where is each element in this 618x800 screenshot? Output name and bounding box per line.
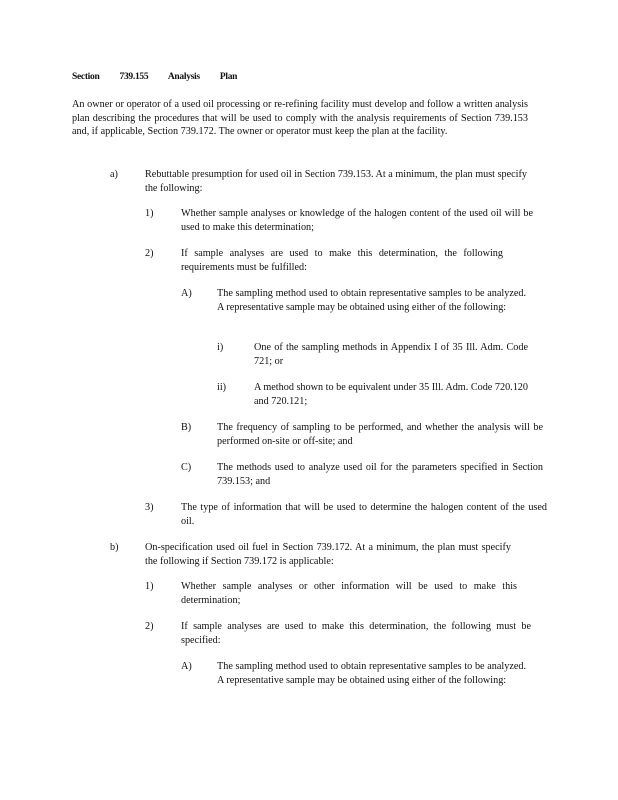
item-a2B-text: The frequency of sampling to be performed, and whether the analysis will be performed on-site or off-site; and — [217, 422, 543, 447]
item-a2A-label: A) — [181, 288, 192, 299]
item-a2Ai-text: One of the sampling methods in Appendix I of 35 Ill. Adm. Code 721; or — [254, 342, 528, 367]
item-a2C-text: The methods used to analyze used oil for the parameters specified in Section 739.153; and — [217, 462, 543, 487]
section-heading: Section 739.155 Analysis Plan — [72, 72, 238, 82]
item-a2-label: 2) — [145, 248, 154, 259]
item-a-label: a) — [110, 169, 118, 180]
item-b2-text: If sample analyses are used to make this determination, the following must be specified: — [181, 621, 531, 646]
item-b2-label: 2) — [145, 621, 154, 632]
item-a-text: Rebuttable presumption for used oil in Section 739.153. At a minimum, the plan must specify the following: — [145, 169, 527, 194]
item-b1-label: 1) — [145, 581, 154, 592]
item-a2Aii-text: A method shown to be equivalent under 35 Ill. Adm. Code 720.120 and 720.121; — [254, 382, 528, 407]
item-b-text: On-specification used oil fuel in Section 739.172. At a minimum, the plan must specify the following if Section 739.172 is applicable: — [145, 542, 511, 567]
item-a2C-label: C) — [181, 462, 192, 473]
item-a2-text: If sample analyses are used to make this determination, the following requirements must be fulfilled: — [181, 248, 503, 273]
item-b2A-label: A) — [181, 661, 192, 672]
intro-paragraph: An owner or operator of a used oil processing or re-refining facility must develop and follow a written analysis plan describing the procedures that will be used to comply with the analysis requirements of Section 739.153 and, if applicable, Section 739.172. The owner or operator must keep the plan at the facility. — [72, 99, 528, 138]
item-a3-label: 3) — [145, 502, 154, 513]
item-a2B-label: B) — [181, 422, 192, 433]
item-a2Aii-label: ii) — [217, 382, 227, 393]
item-b1-text: Whether sample analyses or other information will be used to make this determination; — [181, 581, 517, 606]
item-a2Ai-label: i) — [217, 342, 224, 353]
item-a2A-text: The sampling method used to obtain representative samples to be analyzed. A representative sample may be obtained using either of the following: — [217, 288, 526, 313]
item-b-label: b) — [110, 542, 119, 553]
item-a1-label: 1) — [145, 208, 154, 219]
item-a1-text: Whether sample analyses or knowledge of the halogen content of the used oil will be used to make this determination; — [181, 208, 533, 233]
item-b2A-text: The sampling method used to obtain representative samples to be analyzed. A representative sample may be obtained using either of the following: — [217, 661, 526, 686]
item-a3-text: The type of information that will be used to determine the halogen content of the used oil. — [181, 502, 547, 527]
